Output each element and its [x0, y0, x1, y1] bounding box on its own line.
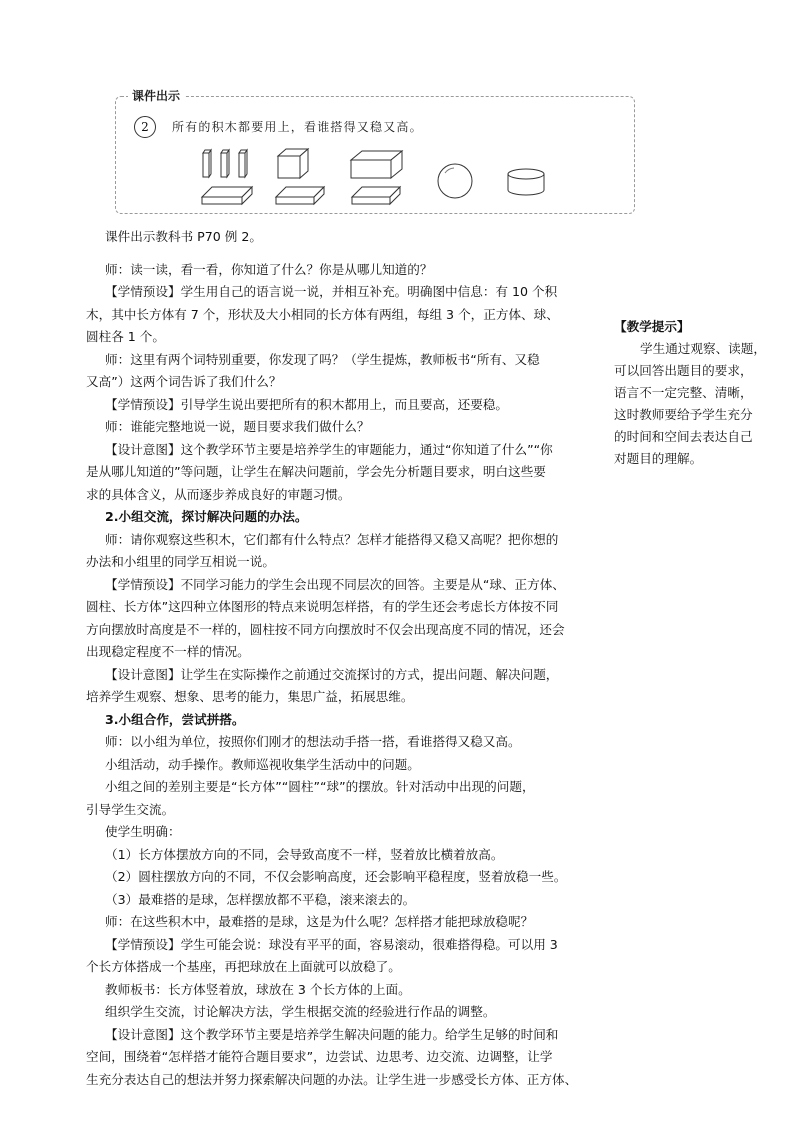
text-line: 办法和小组里的同学互相说一说。: [86, 554, 275, 569]
large-cuboid: [351, 151, 402, 178]
text-line: 又高”）这两个词告诉了我们什么？: [86, 374, 282, 389]
text-line: 木，其中长方体有 7 个，形状及大小相同的长方体有两组，每组 3 个，正方体、球、: [86, 306, 559, 322]
text-line: 小组之间的差别主要是“长方体”“圆柱”“球”的摆放。针对活动中出现的问题，: [105, 779, 535, 794]
text-line: 组织学生交流，讨论解决方法，学生根据交流的经验进行作品的调整。: [105, 1004, 496, 1019]
text-line: 师：这里有两个词特别重要，你发现了吗？（学生提炼，教师板书“所有、又稳: [105, 351, 540, 367]
text-line: 2.小组交流，探讨解决问题的办法。: [105, 509, 308, 524]
teaching-tip-line: 语言不一定完整、清晰，: [614, 385, 753, 400]
text-line: 培养学生观察、想象、思考的能力，集思广益，拓展思维。: [86, 689, 414, 704]
text-line: 课件出示教科书 P70 例 2。: [105, 229, 262, 244]
cylinder: [508, 169, 544, 195]
flat-slab-1: [202, 187, 252, 204]
teaching-tip-line: 对题目的理解。: [614, 451, 703, 466]
text-line: 师：以小组为单位，按照你们刚才的想法动手搭一搭，看谁搭得又稳又高。: [105, 734, 521, 749]
text-line: 求的具体含义，从而逐步养成良好的审题习惯。: [86, 486, 351, 502]
text-line: 【学情预设】学生用自己的语言说一说，并相互补充。明确图中信息：有 10 个积: [105, 284, 558, 299]
text-line: 使学生明确：: [105, 824, 181, 839]
flat-slab-3: [352, 187, 400, 204]
text-line: 师：读一读，看一看，你知道了什么？你是从哪儿知道的？: [105, 261, 433, 277]
text-line: 圆柱、长方体”这四种立体图形的特点来说明怎样搭，有的学生还会考虑长方体按不同: [86, 599, 559, 614]
teaching-tip-title: 【教学提示】: [614, 319, 690, 334]
tall-cuboid-3: [239, 150, 247, 177]
flat-slab-2: [276, 187, 324, 204]
courseware-question: 所有的积木都要用上，看谁搭得又稳又高。: [172, 120, 423, 134]
text-line: （3）最难搭的是球，怎样摆放都不平稳，滚来滚去的。: [105, 891, 416, 907]
teaching-tip-line: 的时间和空间去表达自己: [614, 429, 753, 444]
cube: [278, 149, 308, 178]
text-line: 师：请你观察这些积木，它们都有什么特点？怎样才能搭得又稳又高呢？把你想的: [105, 531, 559, 547]
teaching-tip-line: 学生通过观察、读题，: [640, 341, 766, 356]
text-line: 是从哪儿知道的”等问题，让学生在解决问题前，学会先分析题目要求，明白这些要: [86, 464, 546, 479]
text-line: 【学情预设】学生可能会说：球没有平平的面，容易滚动，很难搭得稳。可以用 3: [105, 936, 558, 952]
text-line: 【设计意图】这个教学环节主要是培养学生的审题能力，通过“你知道了什么”“你: [105, 441, 553, 457]
text-line: 空间，围绕着“怎样搭才能符合题目要求”，边尝试、边思考、边交流、边调整，让学: [86, 1049, 553, 1064]
text-line: 生充分表达自己的想法并努力探索解决问题的办法。让学生进一步感受长方体、正方体、: [86, 1071, 578, 1087]
text-line: 【设计意图】这个教学环节主要是培养学生解决问题的能力。给学生足够的时间和: [105, 1026, 559, 1042]
teaching-tip-line: 这时教师要给予学生充分: [614, 407, 753, 422]
text-line: 圆柱各 1 个。: [86, 329, 165, 344]
tall-cuboid-1: [203, 150, 211, 177]
text-line: 引导学生交流。: [86, 801, 175, 817]
text-line: 3.小组合作，尝试拼搭。: [105, 711, 245, 727]
text-line: （2）圆柱摆放方向的不同，不仅会影响高度，还会影响平稳程度，竖着放稳一些。: [105, 869, 567, 884]
text-line: 小组活动，动手操作。教师巡视收集学生活动中的问题。: [105, 756, 420, 772]
teaching-tip-line: 可以回答出题目的要求，: [614, 363, 753, 378]
building-blocks-illustration: [196, 146, 556, 208]
sphere: [438, 164, 472, 198]
text-line: 出现稳定程度不一样的情况。: [86, 644, 250, 659]
text-line: 教师板书：长方体竖着放，球放在 3 个长方体的上面。: [105, 981, 411, 997]
text-line: 师：在这些积木中，最难搭的是球，这是为什么呢？怎样搭才能把球放稳呢？: [105, 914, 534, 929]
main-text-body: [86, 226, 608, 1091]
tall-cuboid-2: [221, 150, 229, 177]
text-line: 方向摆放时高度是不一样的，圆柱按不同方向摆放时不仅会出现高度不同的情况，还会: [86, 621, 565, 637]
text-line: 【设计意图】让学生在实际操作之前通过交流探讨的方式，提出问题、解决问题，: [105, 666, 559, 682]
courseware-tab-label: 课件出示: [128, 87, 184, 104]
question-number-badge: 2: [134, 116, 156, 138]
text-line: 【学情预设】不同学习能力的学生会出现不同层次的回答。主要是从“球、正方体、: [105, 576, 565, 592]
text-line: （1）长方体摆放方向的不同，会导致高度不一样，竖着放比横着放高。: [105, 846, 504, 862]
text-line: 个长方体搭成一个基座，再把球放在上面就可以放稳了。: [86, 959, 401, 974]
teaching-tip-sidebar: [614, 316, 790, 470]
text-line: 师：谁能完整地说一说，题目要求我们做什么？: [105, 419, 370, 434]
text-line: 【学情预设】引导学生说出要把所有的积木都用上，而且要高，还要稳。: [105, 396, 508, 412]
